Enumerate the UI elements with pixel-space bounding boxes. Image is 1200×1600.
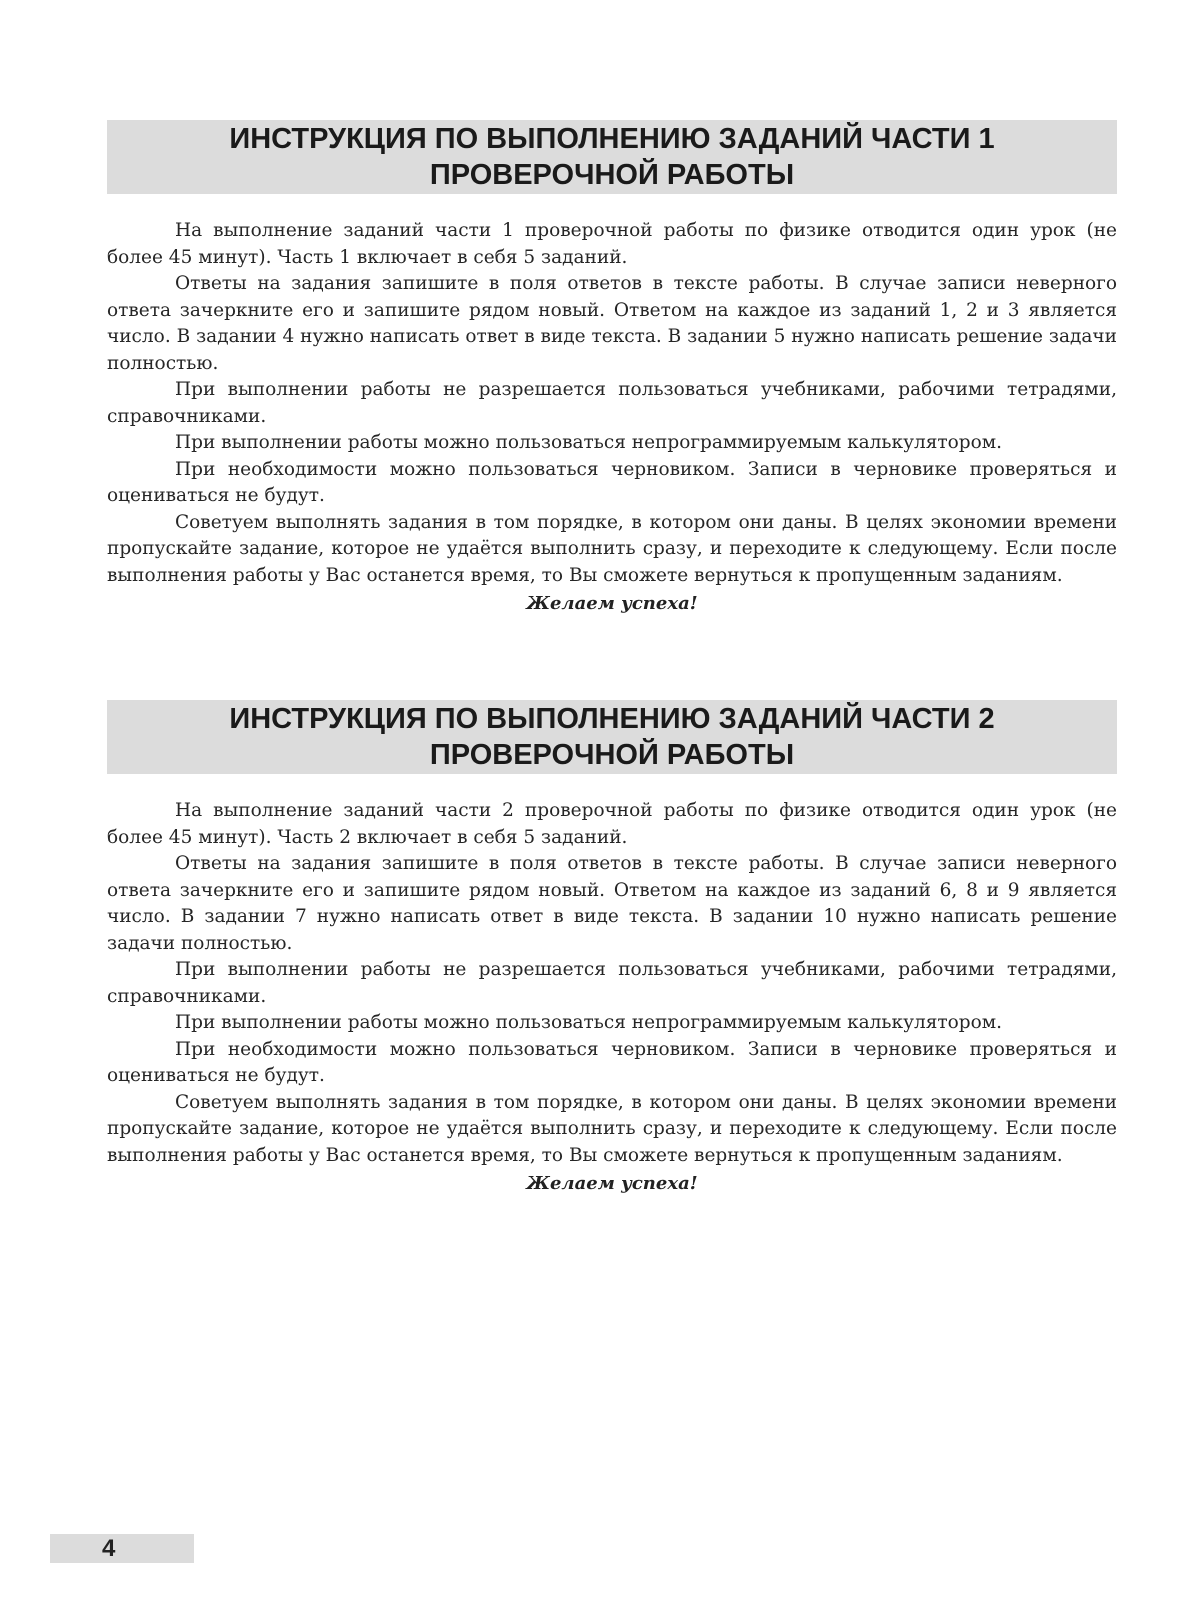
page-number: 4: [50, 1534, 194, 1563]
instructions-body: [107, 218, 1117, 589]
paragraph: Ответы на задания запишите в поля ответов в тексте работы. В случае записи неверного ответа зачеркните его и запишите рядом новый. Ответом на каждое из заданий 1, 2 и 3 является число. В задании 4 нужно написать ответ в виде текста. В задании 5 нужно написать решение задачи полностью.: [107, 273, 1117, 374]
paragraph: Советуем выполнять задания в том порядке, в котором они даны. В целях экономии времени пропускайте задание, которое не удаётся выполнить сразу, и переходите к следующему. Если после выполнения работы у Вас останется время, то Вы сможете вернуться к пропущенным заданиям.: [107, 511, 1117, 586]
title-line-2: ПРОВЕРОЧНОЙ РАБОТЫ: [429, 739, 795, 771]
paragraph: При выполнении работы можно пользоваться непрограммируемым калькулятором.: [175, 1012, 1002, 1033]
good-luck-text: Желаем успеха!: [526, 593, 698, 614]
section-title: [107, 120, 1117, 194]
paragraph: При необходимости можно пользоваться черновиком. Записи в черновике проверяться и оцениваться не будут.: [107, 458, 1117, 506]
paragraph: При выполнении работы можно пользоваться непрограммируемым калькулятором.: [175, 432, 1002, 453]
paragraph: При необходимости можно пользоваться черновиком. Записи в черновике проверяться и оцениваться не будут.: [107, 1038, 1117, 1086]
section-title: [107, 700, 1117, 774]
paragraph: Ответы на задания запишите в поля ответов в тексте работы. В случае записи неверного ответа зачеркните его и запишите рядом новый. Ответом на каждое из заданий 6, 8 и 9 является число. В задании 7 нужно написать ответ в виде текста. В задании 10 нужно написать решение задачи полностью.: [107, 853, 1117, 954]
instructions-part2: [107, 700, 1117, 1197]
paragraph: На выполнение заданий части 2 проверочной работы по физике отводится один урок (не более 45 минут). Часть 2 включает в себя 5 заданий.: [107, 800, 1117, 848]
title-line-1: ИНСТРУКЦИЯ ПО ВЫПОЛНЕНИЮ ЗАДАНИЙ ЧАСТИ 2: [229, 703, 995, 735]
paragraph: На выполнение заданий части 1 проверочной работы по физике отводится один урок (не более 45 минут). Часть 1 включает в себя 5 заданий.: [107, 220, 1117, 268]
instructions-body: [107, 798, 1117, 1169]
instructions-part1: [107, 120, 1117, 617]
title-line-1: ИНСТРУКЦИЯ ПО ВЫПОЛНЕНИЮ ЗАДАНИЙ ЧАСТИ 1: [229, 123, 995, 155]
paragraph: При выполнении работы не разрешается пользоваться учебниками, рабочими тетрадями, справочниками.: [107, 959, 1117, 1007]
paragraph: Советуем выполнять задания в том порядке, в котором они даны. В целях экономии времени пропускайте задание, которое не удаётся выполнить сразу, и переходите к следующему. Если после выполнения работы у Вас останется время, то Вы сможете вернуться к пропущенным заданиям.: [107, 1091, 1117, 1166]
good-luck-text: Желаем успеха!: [526, 1173, 698, 1194]
paragraph: При выполнении работы не разрешается пользоваться учебниками, рабочими тетрадями, справочниками.: [107, 379, 1117, 427]
title-line-2: ПРОВЕРОЧНОЙ РАБОТЫ: [429, 159, 795, 191]
